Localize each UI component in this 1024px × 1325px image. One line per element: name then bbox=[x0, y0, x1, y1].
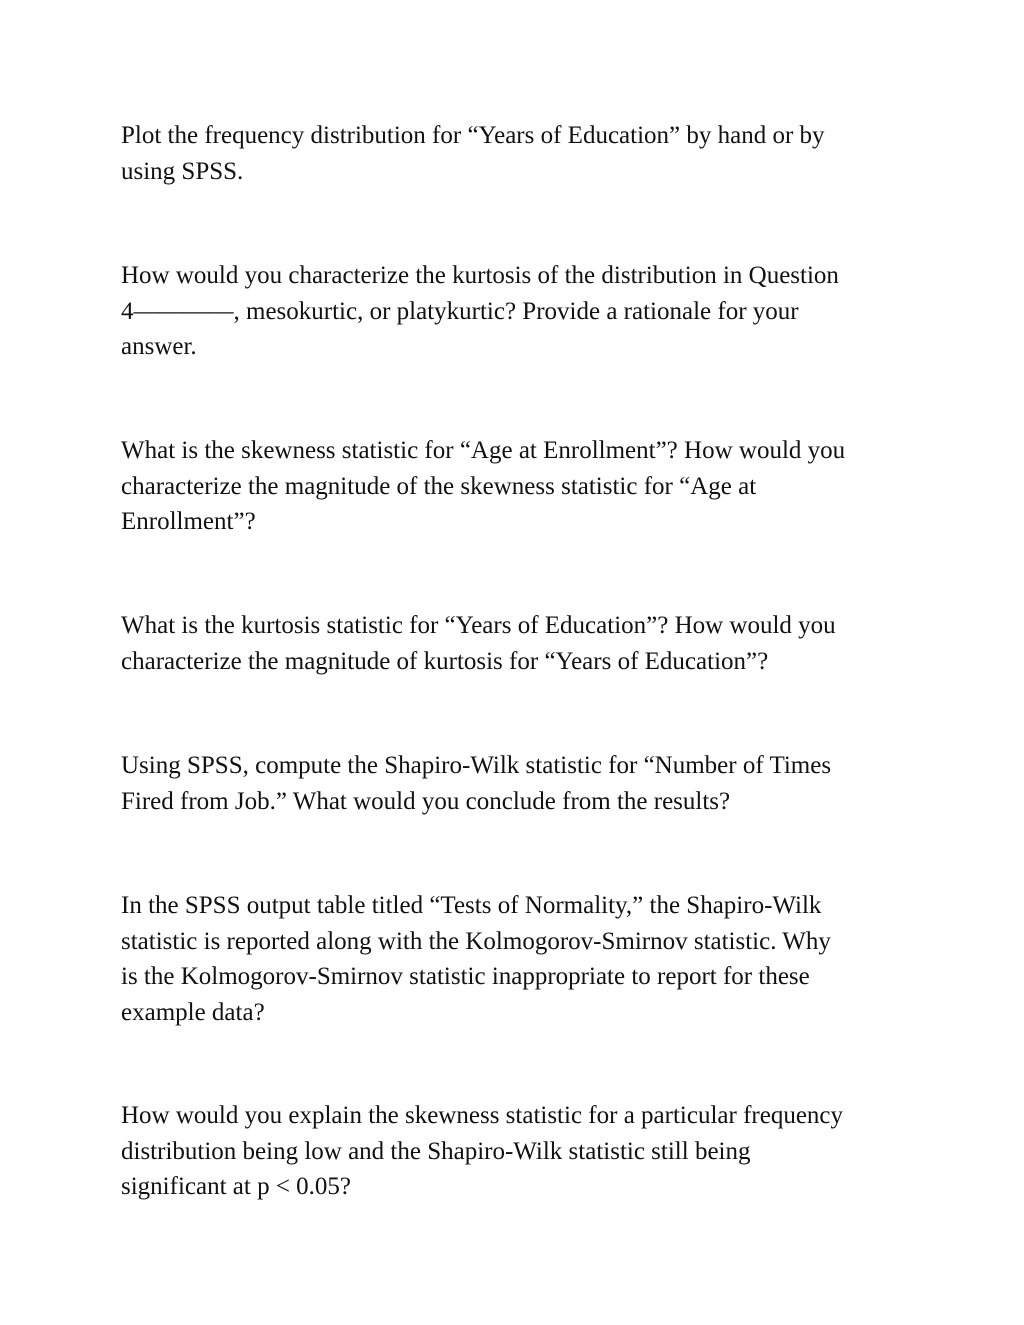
question-shapiro-wilk-compute bbox=[121, 748, 911, 819]
question-line: Plot the frequency distribution for “Years of Education” by hand or by bbox=[121, 122, 825, 149]
question-line: 4————, mesokurtic, or platykurtic? Provide a rationale for your bbox=[121, 297, 799, 325]
question-frequency-plot bbox=[121, 118, 911, 189]
question-line: statistic is reported along with the Kolmogorov-Smirnov statistic. Why bbox=[121, 927, 831, 955]
question-line: using SPSS. bbox=[121, 157, 244, 185]
question-line: is the Kolmogorov-Smirnov statistic inappropriate to report for these bbox=[121, 963, 810, 990]
question-line: Enrollment”? bbox=[121, 508, 256, 535]
question-line: How would you characterize the kurtosis of the distribution in Question bbox=[121, 262, 839, 289]
question-line: What is the kurtosis statistic for “Years of Education”? How would you bbox=[121, 612, 836, 639]
question-line: What is the skewness statistic for “Age at Enrollment”? How would you bbox=[121, 437, 846, 464]
question-kurtosis-education bbox=[121, 608, 911, 679]
question-line: How would you explain the skewness statistic for a particular frequency bbox=[121, 1102, 844, 1129]
question-line: Fired from Job.” What would you conclude from the results? bbox=[121, 787, 731, 815]
question-line: In the SPSS output table titled “Tests of Normality,” the Shapiro-Wilk bbox=[121, 892, 822, 919]
question-line: distribution being low and the Shapiro-Wilk statistic still being bbox=[121, 1137, 751, 1165]
question-skewness-age bbox=[121, 433, 911, 540]
question-line: significant at p < 0.05? bbox=[121, 1173, 352, 1200]
question-line: Using SPSS, compute the Shapiro-Wilk statistic for “Number of Times bbox=[121, 752, 832, 779]
question-line: characterize the magnitude of kurtosis for “Years of Education”? bbox=[121, 647, 769, 675]
question-skewness-vs-shapiro bbox=[121, 1098, 911, 1205]
question-tests-of-normality bbox=[121, 888, 911, 1030]
question-line: characterize the magnitude of the skewness statistic for “Age at bbox=[121, 472, 757, 500]
question-line: example data? bbox=[121, 998, 265, 1026]
question-line: answer. bbox=[121, 333, 197, 360]
question-kurtosis-characterize bbox=[121, 258, 911, 365]
